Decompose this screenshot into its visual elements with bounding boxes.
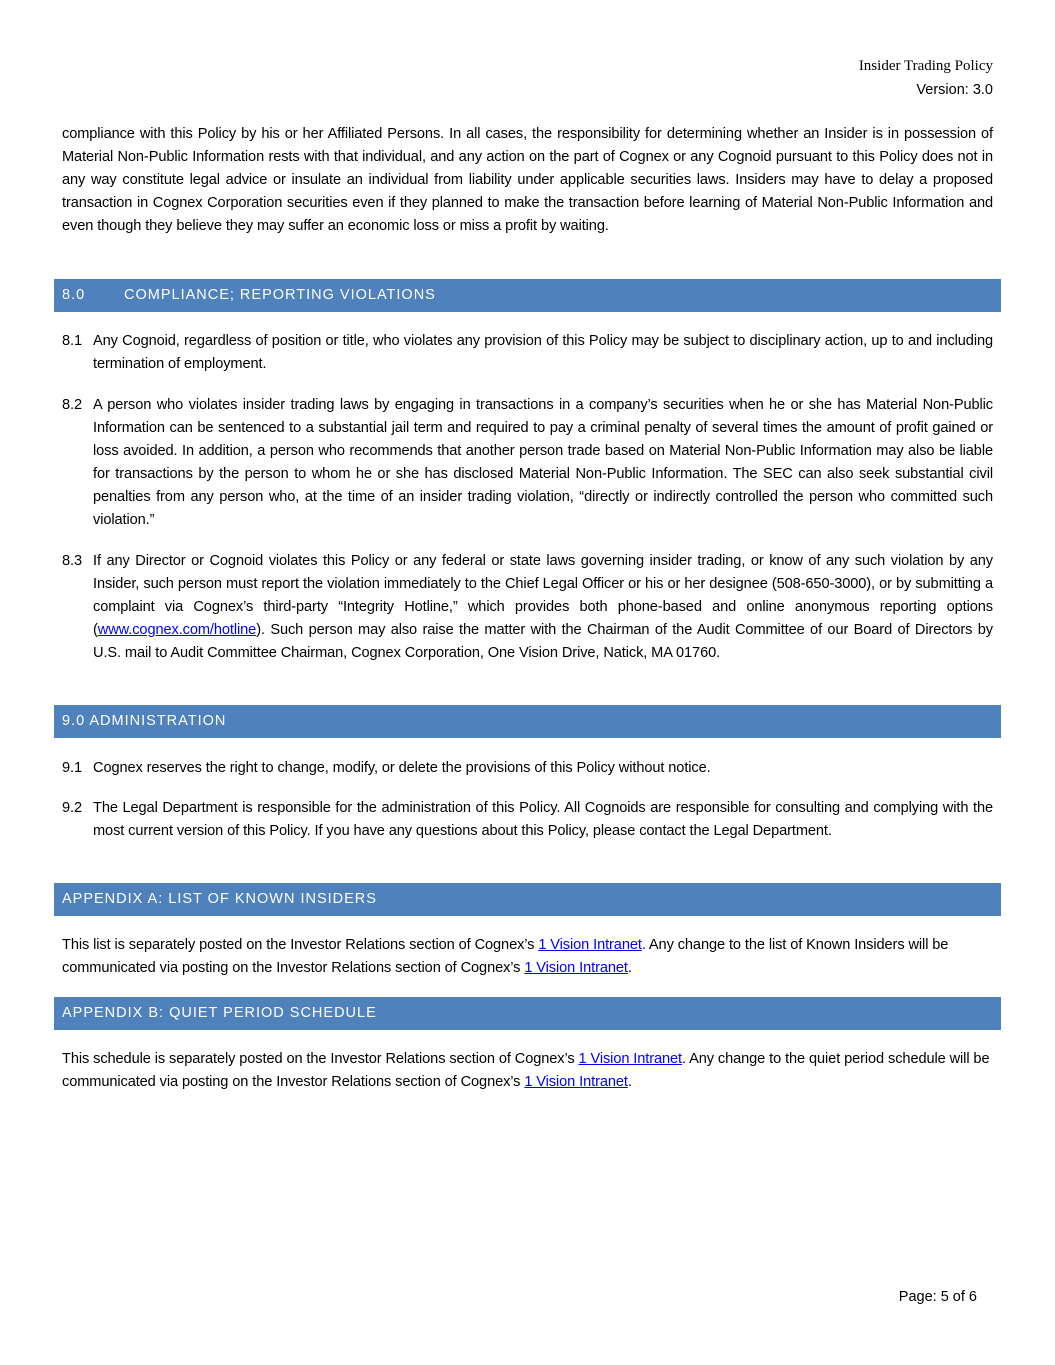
clause-number: 9.1 [62, 760, 82, 776]
intranet-link[interactable]: 1 Vision Intranet [524, 1074, 628, 1090]
text: This list is separately posted on the Investor Relations section of Cognex’s [62, 937, 539, 953]
intranet-link[interactable]: 1 Vision Intranet [538, 937, 642, 953]
clause-text: ). Such person may also raise the matter with the Chairman of the Audit Committee of our Board of Directors by U.S. mail to Audit Committee Chairman, Cognex Corporation, One Vision Drive, Natick, MA 01760. [93, 622, 993, 661]
hotline-link[interactable]: www.cognex.com/hotline [97, 622, 257, 638]
clause-number: 8.2 [62, 397, 82, 413]
clause-text: The Legal Department is responsible for the administration of this Policy. All Cognoids are responsible for consulting and complying with the most current version of this Policy. If you have any questions about this Policy, please contact the Legal Department. [93, 800, 993, 839]
section-header-8 [54, 279, 1001, 312]
text: . [627, 960, 632, 976]
appendix-b-text [62, 1048, 993, 1094]
appendix-a-text [62, 934, 993, 980]
doc-version: Version: 3.0 [916, 82, 993, 98]
intranet-link[interactable]: 1 Vision Intranet [578, 1051, 682, 1067]
clause-8-1 [62, 330, 993, 376]
page-number: Page: 5 of 6 [898, 1289, 977, 1305]
text: This schedule is separately posted on the Investor Relations section of Cognex’s [62, 1051, 579, 1067]
clause-number: 9.2 [62, 800, 82, 816]
clause-number: 8.1 [62, 333, 82, 349]
text: . Any change to the quiet period schedule will be communicated via posting on the Investor Relations section of Cognex’s [62, 1051, 990, 1090]
clause-8-2 [62, 394, 993, 532]
clause-text: Cognex reserves the right to change, modify, or delete the provisions of this Policy without notice. [93, 760, 711, 776]
clause-9-1 [62, 757, 993, 780]
text: . Any change to the list of Known Insiders will be communicated via posting on the Investor Relations section of Cognex’s [62, 937, 949, 976]
section-title: COMPLIANCE; REPORTING VIOLATIONS [124, 287, 436, 303]
clause-9-2 [62, 797, 993, 843]
clause-8-3 [62, 550, 993, 665]
appendix-a-header: APPENDIX A: LIST OF KNOWN INSIDERS [54, 883, 1001, 916]
clause-number: 8.3 [62, 553, 82, 569]
text: . [627, 1074, 632, 1090]
clause-text: A person who violates insider trading laws by engaging in transactions in a company’s securities when he or she has Material Non-Public Information can be sentenced to a substantial jail term and required to pay a criminal penalty of several times the amount of profit gained or loss avoided. In addition, a person who recommends that another person trade based on Material Non-Public Information may also be liable for transactions by the person to whom he or she has disclosed Material Non-Public Information. The SEC can also seek substantial civil penalties from any person who, at the time of an insider trading violation, “directly or indirectly controlled the person who committed such violation.” [93, 397, 993, 528]
doc-title: Insider Trading Policy [858, 58, 993, 74]
intro-paragraph: compliance with this Policy by his or her Affiliated Persons. In all cases, the responsibility for determining whether an Insider is in possession of Material Non-Public Information rests with that individual, and any action on the part of Cognex or any Cognoid pursuant to this Policy does not in any way constitute legal advice or insulate an individual from liability under applicable securities laws. Insiders may have to delay a proposed transaction in Cognex Corporation securities even if they planned to make the transaction before learning of Material Non-Public Information and even though they believe they may suffer an economic loss or miss a profit by waiting. [62, 126, 993, 234]
clause-text: Any Cognoid, regardless of position or title, who violates any provision of this Policy may be subject to disciplinary action, up to and including termination of employment. [93, 333, 993, 372]
section-header-9: 9.0 ADMINISTRATION [54, 705, 1001, 738]
clause-text: If any Director or Cognoid violates this Policy or any federal or state laws governing insider trading, or know of any such violation by any Insider, such person must report the violation immediately to the Chief Legal Officer or his or her designee (508-650-3000), or by submitting a complaint via Cognex’s third-party “Integrity Hotline,” which provides both phone-based and online anonymous reporting options ( [93, 553, 993, 638]
appendix-b-header: APPENDIX B: QUIET PERIOD SCHEDULE [54, 997, 1001, 1030]
intranet-link[interactable]: 1 Vision Intranet [524, 960, 628, 976]
section-number: 8.0 [62, 287, 86, 303]
